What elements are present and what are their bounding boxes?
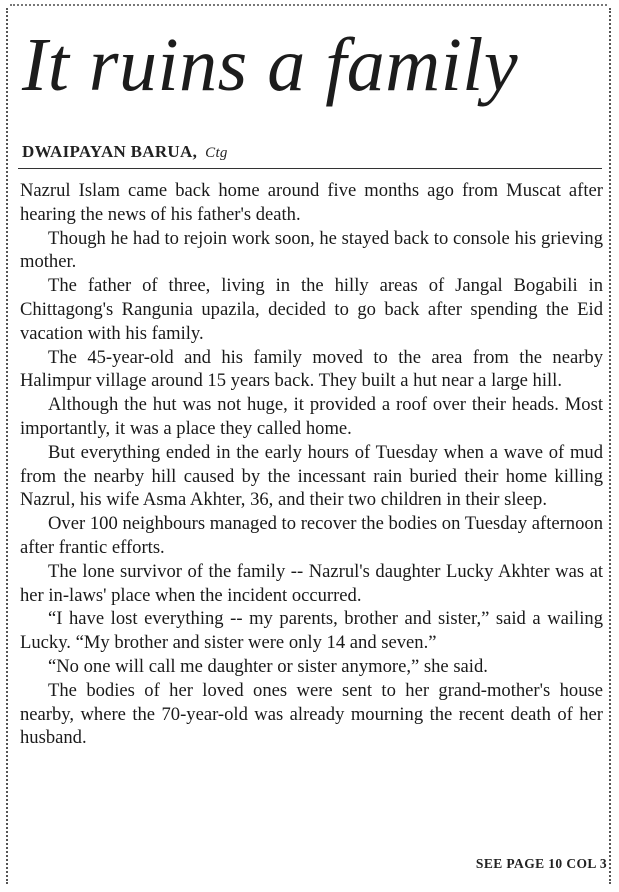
paragraph: Nazrul Islam came back home around five months ago from Muscat after hearing the news of his father's death. xyxy=(20,180,603,225)
paragraph: “No one will call me daughter or sister anymore,” she said. xyxy=(48,655,488,677)
dotted-border-left xyxy=(6,8,8,884)
paragraph: The father of three, living in the hilly areas of Jangal Bogabili in Chittagong's Rangunia upazila, decided to go back after spending the Eid vacation with his family. xyxy=(20,275,603,344)
paragraph: Though he had to rejoin work soon, he stayed back to console his grieving mother. xyxy=(20,227,603,273)
paragraph: Over 100 neighbours managed to recover the bodies on Tuesday afternoon after frantic efforts. xyxy=(20,513,603,558)
article-body xyxy=(20,179,603,750)
paragraph: Although the hut was not huge, it provided a roof over their heads. Most importantly, it was a place they called home. xyxy=(20,394,603,439)
continuation-note: SEE PAGE 10 COL 3 xyxy=(475,856,607,871)
byline-rule xyxy=(18,168,602,169)
paragraph: “I have lost everything -- my parents, brother and sister,” said a wailing Lucky. “My brother and sister were only 14 and seven.” xyxy=(20,608,603,654)
paragraph: The bodies of her loved ones were sent to her grand-mother's house nearby, where the 70-year-old was already mourning the recent death of her husband. xyxy=(20,679,603,749)
byline-location: Ctg xyxy=(205,145,228,161)
paragraph: But everything ended in the early hours of Tuesday when a wave of mud from the nearby hill caused by the incessant rain buried their home killing Nazrul, his wife Asma Akhter, 36, and their two children in their sleep. xyxy=(20,441,603,511)
dotted-border-right xyxy=(609,8,611,884)
paragraph: The 45-year-old and his family moved to the area from the nearby Halimpur village around 15 years back. They built a hut near a large hill. xyxy=(20,346,603,392)
byline-author: DWAIPAYAN BARUA, xyxy=(22,142,198,161)
paragraph: The lone survivor of the family -- Nazrul's daughter Lucky Akhter was at her in-laws' place when the incident occurred. xyxy=(20,560,603,606)
headline: It ruins a family xyxy=(22,23,519,107)
byline xyxy=(22,142,228,162)
dotted-border-top xyxy=(10,4,607,6)
